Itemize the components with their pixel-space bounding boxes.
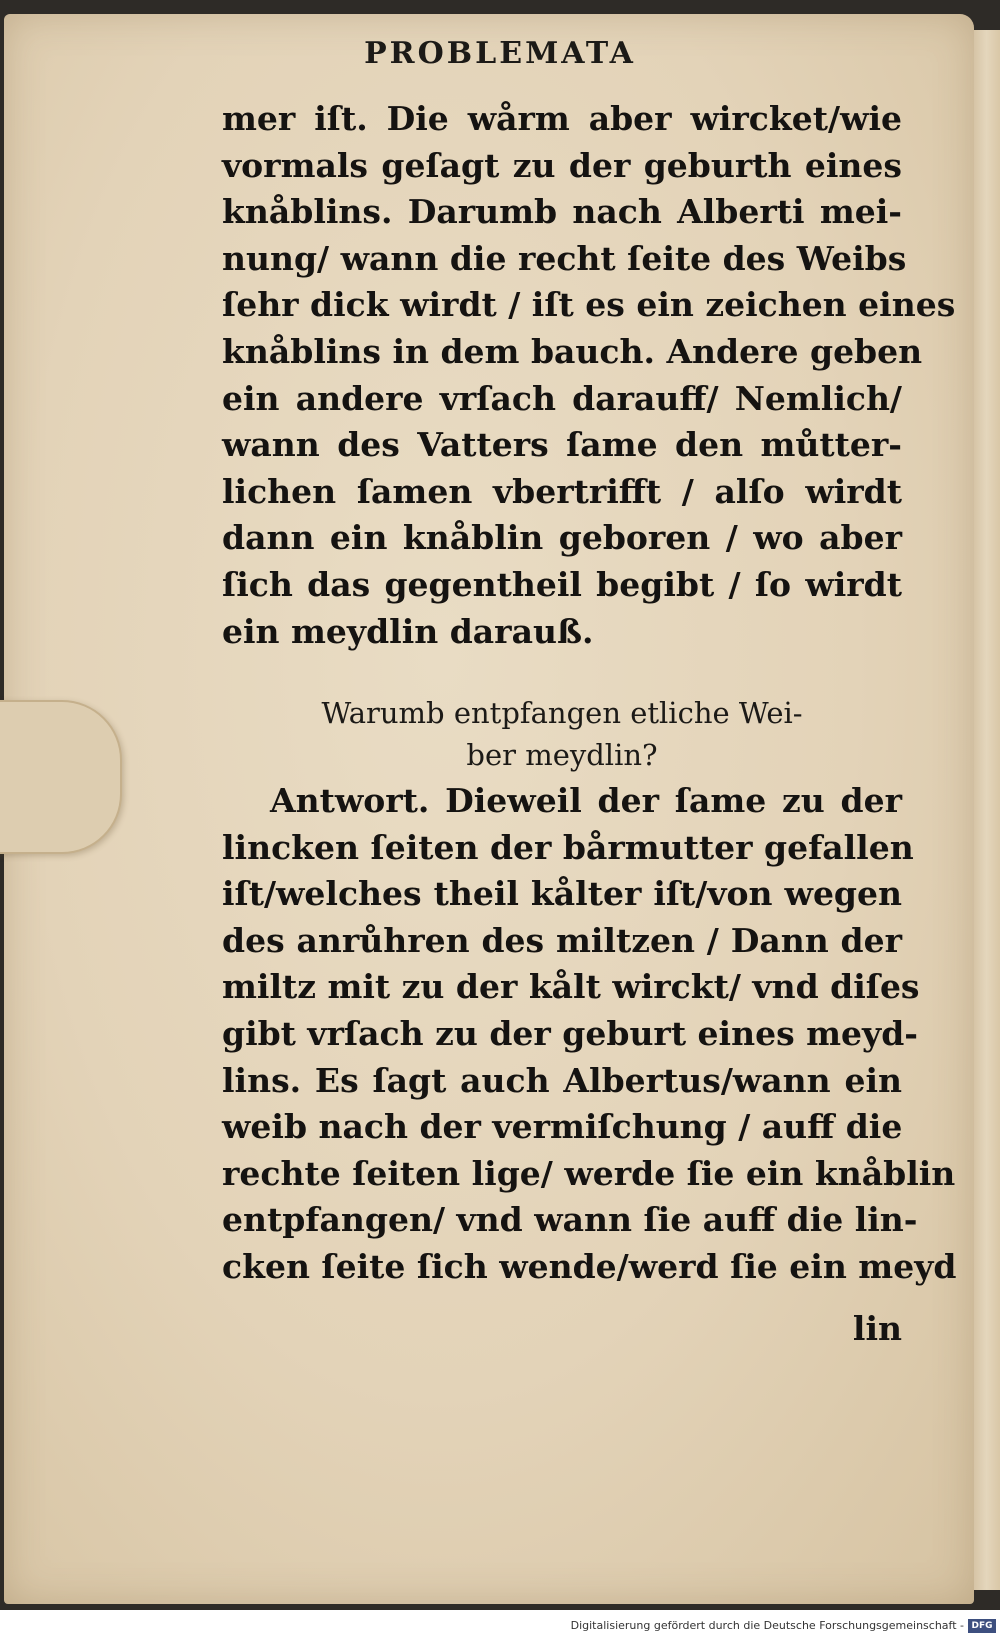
text-line: ſehr dick wirdt / iſt es ein zeichen eines: [222, 285, 956, 325]
text-line: wann des Vatters ſame den můtter-: [222, 425, 902, 465]
question-heading: [222, 692, 902, 776]
text-line: iſt/welches theil kålter iſt/von wegen: [222, 874, 902, 914]
text-line: vormals geſagt zu der geburth eines: [222, 145, 902, 185]
dfg-logo-icon: DFG: [968, 1619, 996, 1633]
text-line: lins. Es ſagt auch Albertus/wann ein: [222, 1060, 902, 1100]
paper-clip-tab: [0, 700, 122, 854]
text-line: knåblins. Darumb nach Alberti mei-: [222, 192, 902, 232]
text-line: gibt vrſach zu der geburt eines meyd-: [222, 1013, 918, 1053]
text-line: miltz mit zu der kålt wirckt/ vnd diſes: [222, 967, 920, 1007]
heading-line: Warumb entpfangen etliche Wei-: [321, 696, 803, 730]
text-line: entpfangen/ vnd wann ſie auff die lin-: [222, 1200, 918, 1240]
funding-credit: Digitalisierung gefördert durch die Deutsche Forschungsgemeinschaft -: [570, 1619, 964, 1632]
text-line: des anrůhren des miltzen / Dann der: [222, 920, 902, 960]
paragraph-answer-continued: [222, 96, 956, 655]
catchword: lin: [852, 1309, 902, 1348]
text-line: mer iſt. Die wårm aber wircket/wie: [222, 99, 902, 138]
text-line: weib nach der vermiſchung / auff die: [222, 1107, 903, 1147]
text-line: lincken ſeiten der bårmutter gefallen: [222, 827, 914, 867]
text-line: nung/ wann die recht ſeite des Weibs: [222, 238, 907, 278]
text-line: Antwort. Dieweil der ſame zu der: [270, 781, 902, 820]
text-line: ſich das gegentheil begibt / ſo wirdt: [222, 564, 902, 604]
paragraph-answer: [222, 778, 957, 1291]
text-line: rechte ſeiten lige/ werde ſie ein knåblin: [222, 1153, 956, 1193]
heading-line: ber meydlin?: [466, 738, 658, 772]
text-line: knåblins in dem bauch. Andere geben: [222, 331, 923, 371]
text-line: ein andere vrſach darauff/ Nemlich/: [222, 378, 902, 418]
running-head: PROBLEMATA: [364, 36, 636, 71]
text-line: dann ein knåblin geboren / wo aber: [222, 518, 902, 558]
text-line: cken ſeite ſich wende/werd ſie ein meyd: [222, 1246, 957, 1286]
footer-bar: [0, 1616, 1000, 1638]
text-line: lichen ſamen vbertrifft / alſo wirdt: [222, 471, 902, 511]
text-line: ein meydlin darauß.: [222, 611, 594, 651]
